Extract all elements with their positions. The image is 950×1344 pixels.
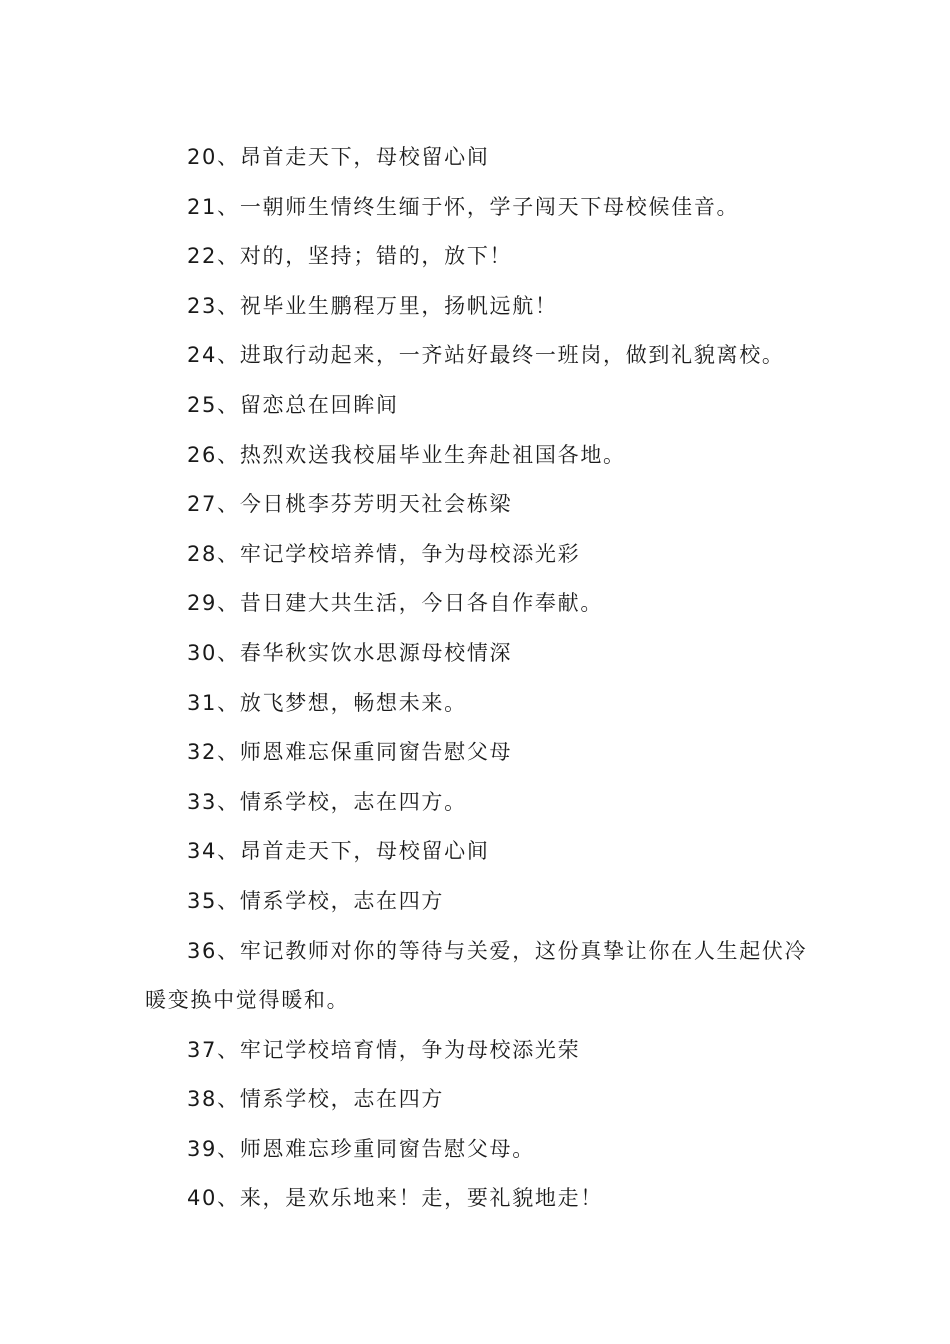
paragraph-26: 26、热烈欢送我校届毕业生奔赴祖国各地。 bbox=[187, 442, 626, 467]
document-body bbox=[145, 133, 809, 1224]
paragraph-23: 23、祝毕业生鹏程万里，扬帆远航！ bbox=[187, 293, 558, 318]
paragraph-21: 21、一朝师生情终生缅于怀，学子闯天下母校候佳音。 bbox=[187, 194, 740, 219]
paragraph-31: 31、放飞梦想，畅想未来。 bbox=[187, 690, 467, 715]
paragraph-20: 20、昂首走天下，母校留心间 bbox=[187, 145, 490, 169]
paragraph-37: 37、牢记学校培育情，争为母校添光荣 bbox=[187, 1037, 581, 1062]
paragraph-35: 35、情系学校，志在四方 bbox=[187, 888, 445, 913]
paragraph-25: 25、留恋总在回眸间 bbox=[187, 392, 399, 417]
paragraph-36: 36、牢记教师对你的等待与关爱，这份真挚让你在人生起伏冷暖变换中觉得暖和。 bbox=[145, 938, 808, 1013]
paragraph-28: 28、牢记学校培养情，争为母校添光彩 bbox=[187, 541, 581, 566]
paragraph-40: 40、来，是欢乐地来！走，要礼貌地走！ bbox=[187, 1186, 604, 1211]
paragraph-39: 39、师恩难忘珍重同窗告慰父母。 bbox=[187, 1136, 535, 1161]
paragraph-30: 30、春华秋实饮水思源母校情深 bbox=[187, 640, 513, 665]
paragraph-38: 38、情系学校，志在四方 bbox=[187, 1087, 445, 1112]
paragraph-29: 29、昔日建大共生活，今日各自作奉献。 bbox=[187, 591, 604, 616]
paragraph-24: 24、进取行动起来，一齐站好最终一班岗，做到礼貌离校。 bbox=[187, 343, 785, 368]
paragraph-32: 32、师恩难忘保重同窗告慰父母 bbox=[187, 740, 513, 765]
paragraph-33: 33、情系学校，志在四方。 bbox=[187, 789, 467, 814]
paragraph-22: 22、对的，坚持；错的，放下！ bbox=[187, 244, 513, 269]
paragraph-27: 27、今日桃李芬芳明天社会栋梁 bbox=[187, 492, 513, 517]
paragraph-34: 34、昂首走天下，母校留心间 bbox=[187, 839, 490, 864]
